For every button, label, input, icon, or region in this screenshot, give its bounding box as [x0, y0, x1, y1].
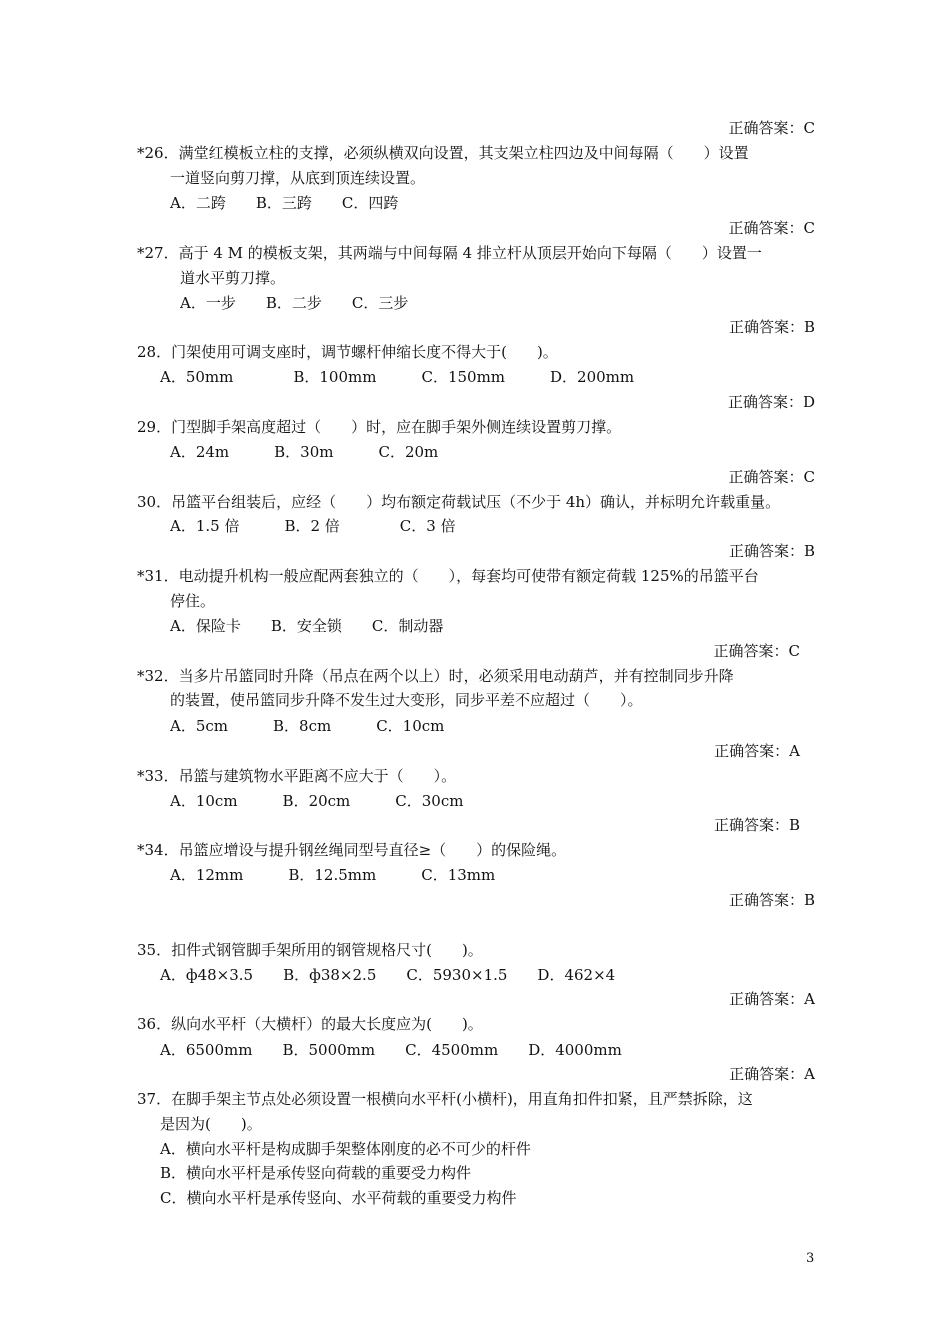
question-text: *31．电动提升机构一般应配两套独立的（ ），每套均可使带有额定荷载 125%的吊篮平台 [137, 567, 759, 585]
answer-line: 正确答案：B [713, 816, 800, 834]
question-options: A．6500mm B．5000mm C．4500mm D．4000mm [160, 1041, 622, 1059]
question-text: 36．纵向水平杆（大横杆）的最大长度应为( )。 [137, 1015, 483, 1033]
question-text: *33．吊篮与建筑物水平距离不应大于（ ）。 [137, 767, 457, 785]
question-text: 28．门架使用可调支座时，调节螺杆伸缩长度不得大于( )。 [137, 343, 558, 361]
question-options: A．10cm B．20cm C．30cm [170, 792, 464, 810]
question-text: 一道竖向剪刀撑，从底到顶连续设置。 [170, 169, 426, 187]
question-options: A．二跨 B．三跨 C．四跨 [170, 194, 399, 212]
answer-line: 正确答案：B [728, 891, 815, 909]
question-options: A．5cm B．8cm C．10cm [170, 717, 445, 735]
question-options: A．ф48×3.5 B．ф38×2.5 C．5930×1.5 D．462×4 [160, 966, 616, 984]
page-number: 3 [806, 1251, 815, 1266]
answer-line: 正确答案：D [727, 393, 815, 411]
answer-line: 正确答案：C [713, 642, 800, 660]
question-text: 的装置，使吊篮同步升降不发生过大变形，同步平差不应超过（ ）。 [170, 691, 643, 709]
answer-line: 正确答案：A [729, 990, 815, 1008]
question-options: A．1.5 倍 B．2 倍 C．3 倍 [170, 517, 456, 535]
question-text: 29．门型脚手架高度超过（ ）时，应在脚手架外侧连续设置剪刀撑。 [137, 418, 622, 436]
answer-line: 正确答案：C [728, 219, 815, 237]
answer-line: 正确答案：B [728, 318, 815, 336]
question-option: A．横向水平杆是构成脚手架整体刚度的必不可少的杆件 [160, 1140, 531, 1158]
answer-line: 正确答案：C [728, 468, 815, 486]
question-options: A．12mm B．12.5mm C．13mm [170, 866, 496, 884]
question-text: *32．当多片吊篮同时升降（吊点在两个以上）时，必须采用电动葫芦，并有控制同步升降 [137, 667, 734, 685]
question-text: 停住。 [170, 592, 216, 610]
question-options: A．50mm B．100mm C．150mm D．200mm [160, 368, 635, 386]
question-text: *26．满堂红模板立柱的支撑，必须纵横双向设置，其支架立柱四边及中间每隔（ ）设置 [137, 144, 749, 162]
question-text: 37．在脚手架主节点处必须设置一根横向水平杆(小横杆)，用直角扣件扣紧，且严禁拆除，这 [137, 1090, 753, 1108]
question-options: A．一步 B．二步 C．三步 [180, 294, 409, 312]
answer-line: 正确答案：A [729, 1065, 815, 1083]
answer-line: 正确答案：C [728, 119, 815, 137]
question-option: B．横向水平杆是承传竖向荷载的重要受力构件 [160, 1164, 472, 1182]
question-text: 35．扣件式钢管脚手架所用的钢管规格尺寸( )。 [137, 941, 483, 959]
question-option: C．横向水平杆是承传竖向、水平荷载的重要受力构件 [160, 1189, 517, 1207]
answer-line: 正确答案：B [728, 542, 815, 560]
question-text: *27．高于 4 M 的模板支架，其两端与中间每隔 4 排立杆从顶层开始向下每隔（ ）设置一 [137, 244, 762, 262]
question-text: 是因为( )。 [160, 1115, 262, 1133]
question-options: A．保险卡 B．安全锁 C．制动器 [170, 617, 444, 635]
question-text: 30．吊篮平台组装后，应经（ ）均布额定荷载试压（不少于 4h）确认，并标明允许载重量。 [137, 493, 781, 511]
question-text: *34．吊篮应增设与提升钢丝绳同型号直径≥（ ）的保险绳。 [137, 841, 567, 859]
question-options: A．24m B．30m C．20m [170, 443, 439, 461]
answer-line: 正确答案：A [714, 742, 800, 760]
question-text: 道水平剪刀撑。 [180, 269, 286, 287]
